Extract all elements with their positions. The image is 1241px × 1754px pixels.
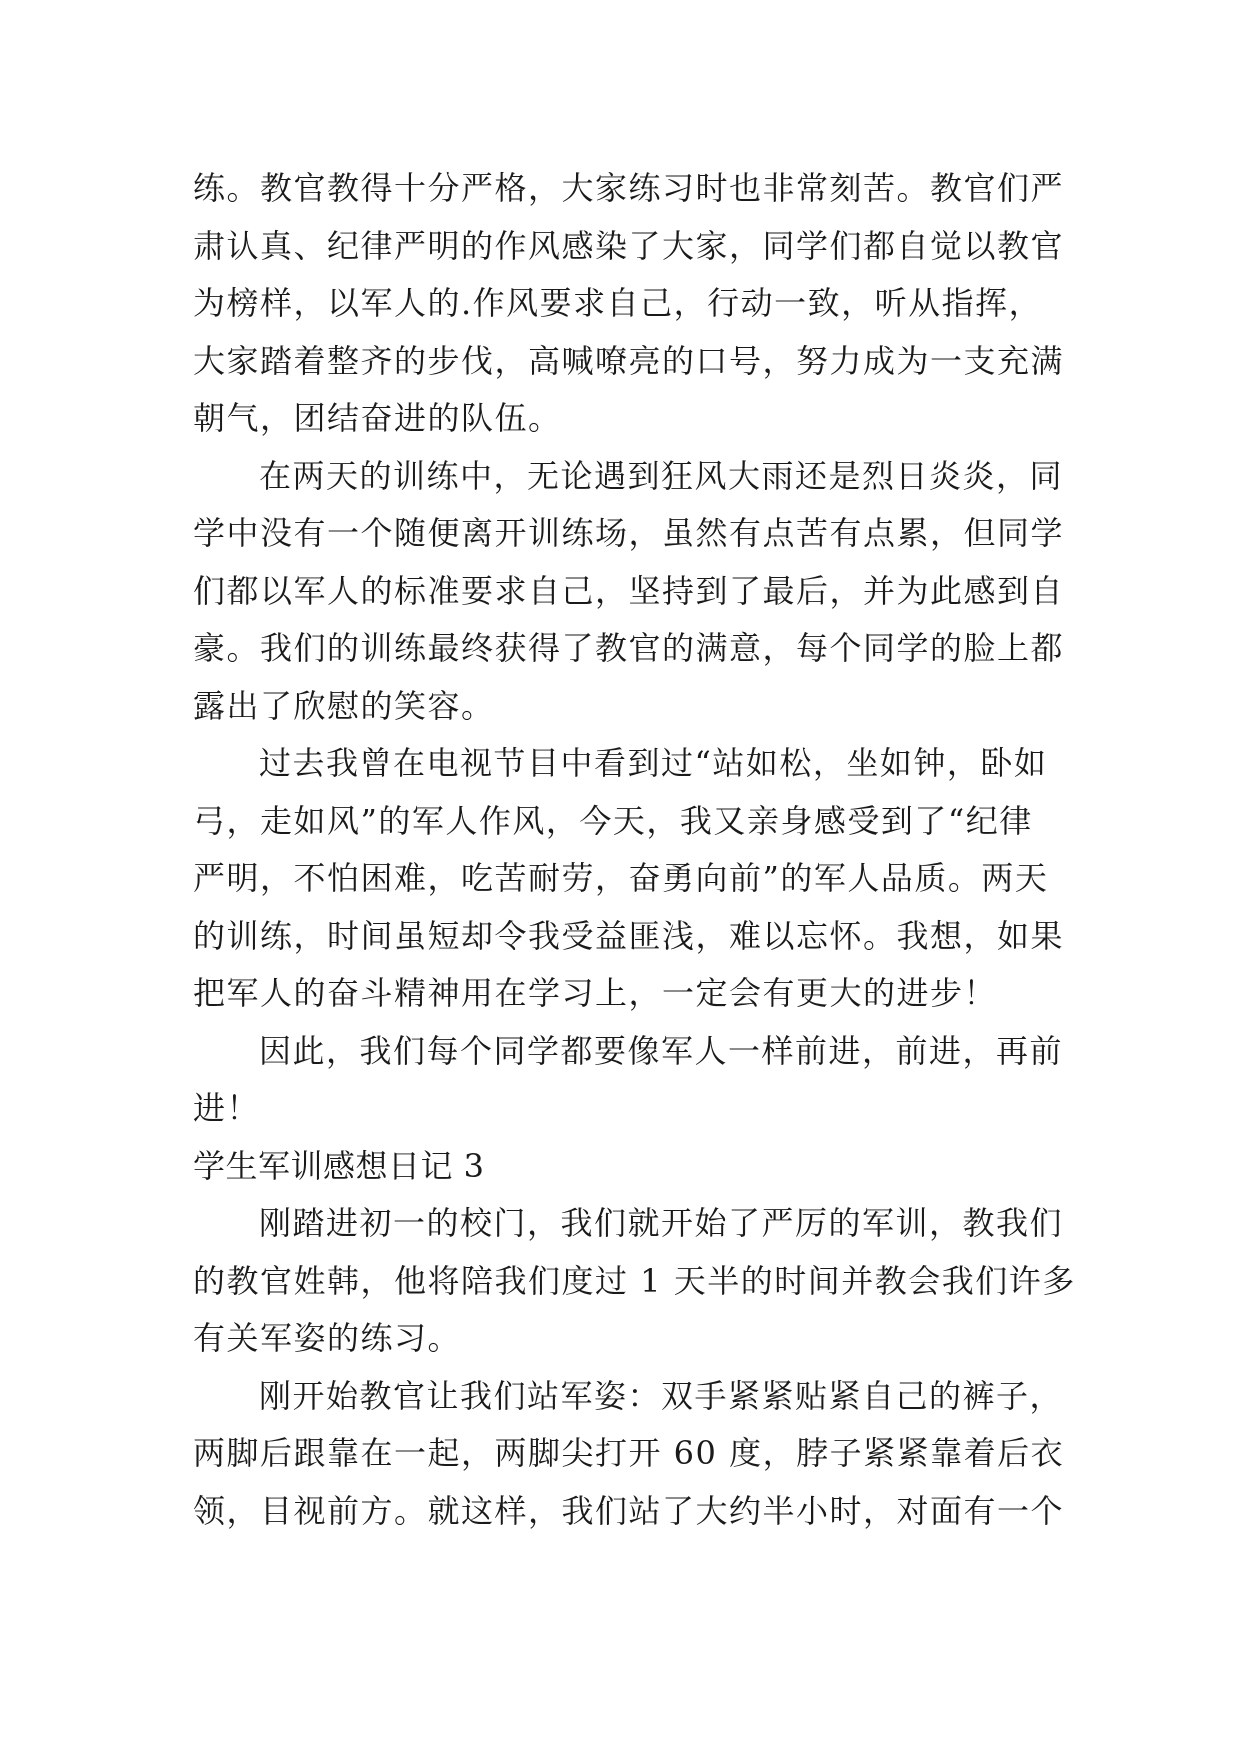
text-line: 肃认真、纪律严明的作风感染了大家，同学们都自觉以教官: [193, 226, 1065, 265]
paragraph-first-line: 在两天的训练中，无论遇到狂风大雨还是烈日炎炎，同: [259, 456, 1064, 495]
text-line: 露出了欣慰的笑容。: [193, 686, 495, 725]
text-line: 把军人的奋斗精神用在学习上，一定会有更大的进步！: [193, 974, 998, 1012]
text-line: 弓，走如风”的军人作风，今天，我又亲身感受到了“纪律: [193, 801, 1033, 840]
paragraph-first-line: 刚踏进初一的校门，我们就开始了严厉的军训，教我们: [259, 1204, 1064, 1242]
document-body: [193, 160, 1076, 1540]
text-line: 领，目视前方。就这样，我们站了大约半小时，对面有一个: [193, 1491, 1065, 1530]
text-line: 有关军姿的练习。: [193, 1319, 462, 1357]
text-line: 为榜样，以军人的.作风要求自己，行动一致，听从指挥，: [193, 284, 1043, 322]
text-line: 的训练，时间虽短却令我受益匪浅，难以忘怀。我想，如果: [193, 916, 1065, 955]
text-line: 进！: [193, 1089, 261, 1127]
text-line: 学中没有一个随便离开训练场，虽然有点苦有点累，但同学: [193, 514, 1065, 552]
text-line: 的教官姓韩，他将陪我们度过 1 天半的时间并教会我们许多: [193, 1261, 1076, 1300]
paragraph-first-line: 过去我曾在电视节目中看到过“站如松，坐如钟，卧如: [259, 744, 1048, 782]
paragraph-first-line: 因此，我们每个同学都要像军人一样前进，前进，再前: [259, 1031, 1064, 1070]
text-line: 两脚后跟靠在一起，两脚尖打开 60 度，脖子紧紧靠着后衣: [193, 1434, 1065, 1472]
text-line: 大家踏着整齐的步伐，高喊嘹亮的口号，努力成为一支充满: [193, 341, 1065, 380]
text-line: 朝气，团结奋进的队伍。: [193, 399, 562, 437]
text-line: 练。教官教得十分严格，大家练习时也非常刻苦。教官们严: [193, 169, 1065, 207]
text-line: 严明，不怕困难，吃苦耐劳，奋勇向前”的军人品质。两天: [193, 859, 1049, 897]
text-line: 们都以军人的标准要求自己，坚持到了最后，并为此感到自: [193, 571, 1065, 610]
text-line: 豪。我们的训练最终获得了教官的满意，每个同学的脸上都: [193, 629, 1065, 667]
paragraph-first-line: 刚开始教官让我们站军姿：双手紧紧贴紧自己的裤子，: [259, 1376, 1064, 1415]
section-heading: 学生军训感想日记 3: [193, 1146, 485, 1185]
